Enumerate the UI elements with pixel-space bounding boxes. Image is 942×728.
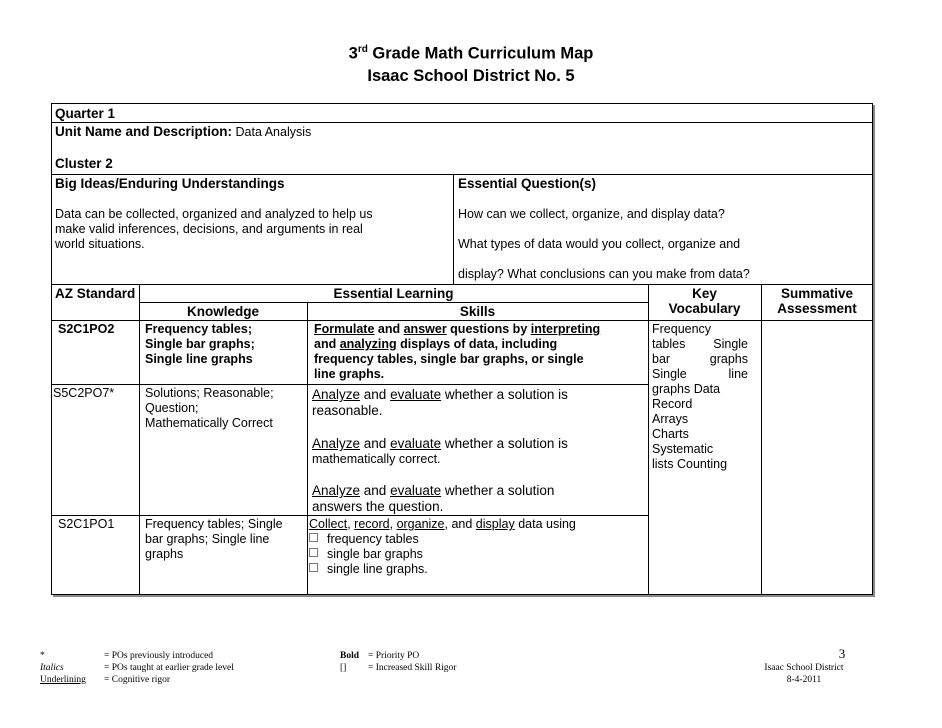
knowledge-line: Solutions; Reasonable; [145, 386, 274, 400]
knowledge-line: Single line graphs [145, 352, 253, 366]
quarter-label: Quarter 1 [55, 106, 116, 121]
cluster-label: Cluster 2 [55, 156, 113, 171]
vocab-line: lists Counting [652, 457, 728, 471]
skill-line: frequency tables, single bar graphs, or single [314, 352, 584, 366]
knowledge-line: Single bar graphs; [145, 337, 255, 351]
vocab-line: tables Single [652, 337, 748, 351]
knowledge-line: bar graphs; Single line [145, 532, 270, 546]
page-number: 3 [838, 646, 846, 661]
checkbox-icon [309, 563, 318, 572]
vocab-line: Record [652, 397, 693, 411]
knowledge-line: Frequency tables; Single [145, 517, 283, 531]
skill-line: mathematically correct. [312, 452, 441, 466]
legend-desc: = Priority PO [368, 651, 420, 661]
footer-date: 8-4-2011 [786, 675, 822, 685]
knowledge-line: Frequency tables; [145, 322, 252, 336]
legend-desc: = POs previously introduced [104, 651, 214, 661]
legend-desc: = Cognitive rigor [104, 675, 171, 685]
skill-line: Analyze and evaluate whether a solution [312, 483, 555, 498]
vocab-line: Arrays [652, 412, 689, 426]
summative-assessment-header: Summative Assessment [777, 286, 857, 316]
essential-question: What types of data would you collect, organize and [458, 237, 741, 251]
vocab-line: bar graphs [652, 352, 748, 366]
skill-line: and analyzing displays of data, including [314, 337, 558, 351]
vocab-line: Charts [652, 427, 689, 441]
essential-question: display? What conclusions can you make from data? [458, 267, 750, 281]
knowledge-line: Question; [145, 401, 199, 415]
bullet-item: single line graphs. [309, 562, 428, 577]
skill-line: Formulate and answer questions by interpreting [314, 322, 601, 336]
essential-questions-header: Essential Question(s) [458, 176, 597, 191]
standard-code: S5C2PO7* [53, 386, 115, 400]
vocab-line: Frequency [652, 322, 712, 336]
vocab-line: Single line [652, 367, 748, 381]
page-title: 3rd Grade Math Curriculum Map [348, 44, 594, 63]
legend-symbol: * [40, 651, 45, 661]
skill-line: answers the question. [312, 499, 444, 514]
big-ideas-line: world situations. [55, 237, 145, 251]
legend-desc: = POs taught at earlier grade level [104, 663, 234, 673]
big-ideas-line: Data can be collected, organized and analyzed to help us [55, 207, 373, 221]
knowledge-header: Knowledge [186, 304, 259, 319]
vocab-line: Systematic [652, 442, 714, 456]
big-ideas-line: make valid inferences, decisions, and arguments in real [55, 222, 363, 236]
big-ideas-header: Big Ideas/Enduring Understandings [55, 176, 285, 191]
skill-line: line graphs. [314, 367, 385, 381]
skill-line: reasonable. [312, 403, 383, 418]
knowledge-line: Mathematically Correct [145, 416, 273, 430]
page-subtitle: Isaac School District No. 5 [367, 67, 575, 85]
legend-symbol: Underlining [40, 675, 86, 685]
skill-line: Analyze and evaluate whether a solution is [312, 436, 568, 451]
legend-symbol: [] [340, 663, 347, 673]
legend-symbol: Bold [340, 651, 360, 661]
skill-line: Collect, record, organize, and display data using [309, 517, 576, 531]
legend-symbol: Italics [40, 663, 64, 673]
checkbox-icon [309, 548, 318, 557]
unit-name: Unit Name and Description: Data Analysis [55, 124, 312, 139]
essential-learning-header: Essential Learning [333, 286, 454, 301]
skill-line: Analyze and evaluate whether a solution is [312, 387, 568, 402]
az-standard-header: AZ Standard [55, 286, 136, 301]
vocab-line: graphs Data [652, 382, 721, 396]
standard-code: S2C1PO2 [58, 322, 115, 336]
bullet-item: frequency tables [309, 532, 419, 547]
standard-code: S2C1PO1 [58, 517, 115, 531]
skills-header: Skills [459, 304, 496, 319]
key-vocabulary-header: Key Vocabulary [668, 286, 741, 316]
checkbox-icon [309, 533, 318, 542]
district-name: Isaac School District [764, 663, 844, 673]
essential-question: How can we collect, organize, and display data? [458, 207, 725, 221]
bullet-item: single bar graphs [309, 547, 423, 562]
knowledge-line: graphs [145, 547, 184, 561]
legend-desc: = Increased Skill Rigor [368, 663, 457, 673]
